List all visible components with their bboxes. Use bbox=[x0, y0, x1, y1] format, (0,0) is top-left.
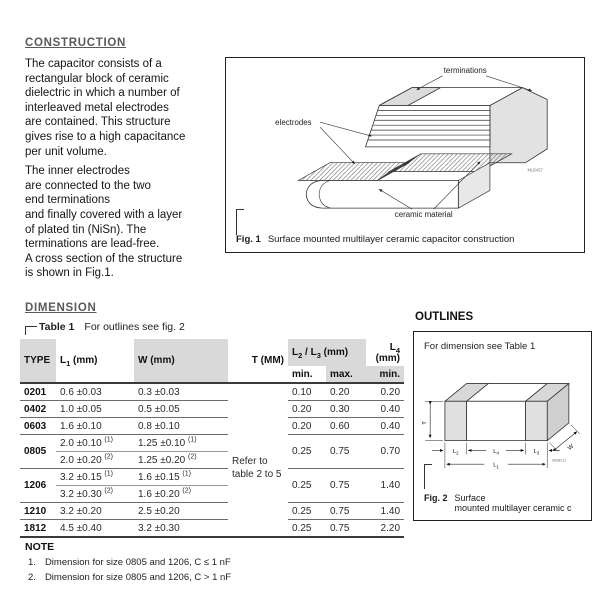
construction-heading: CONSTRUCTION bbox=[25, 37, 127, 49]
col-header-w: W (mm) bbox=[134, 339, 228, 383]
construction-paragraphs bbox=[25, 57, 225, 286]
table-cell: 2.0 ±0.10 $^{(1)}$ bbox=[56, 435, 134, 452]
table-cell: 0.10 bbox=[288, 383, 326, 401]
construction-paragraph-1: The capacitor consists of a rectangular block of ceramic dielectric in which a number of interleaved metal electrodes are contained. This structure gives rise to a high capacitance per unit volume. bbox=[25, 58, 186, 158]
dimension-table-header bbox=[20, 339, 404, 383]
table-cell: 0.6 ±0.03 bbox=[56, 383, 134, 401]
table-cell: 0.20 bbox=[288, 401, 326, 418]
table-cell: 1.0 ±0.05 bbox=[56, 401, 134, 418]
t-extension-lines bbox=[425, 401, 443, 440]
table-cell: 4.5 ±0.40 bbox=[56, 520, 134, 538]
chip-front-body bbox=[467, 401, 526, 440]
fig2-drawing-code: MBB211 bbox=[552, 458, 567, 463]
body-front-face bbox=[306, 180, 458, 208]
fig1-caption-bracket bbox=[236, 209, 244, 235]
table-cell: 3.2 ±0.20 bbox=[56, 503, 134, 520]
note-item-1-text: Dimension for size 0805 and 1206, C ≤ 1 nF bbox=[44, 557, 231, 568]
note-item-1-number: 1. bbox=[28, 557, 36, 568]
fig1-caption bbox=[236, 234, 514, 245]
table-cell: 2.20 bbox=[366, 520, 404, 538]
electrodes-label: electrodes bbox=[275, 118, 312, 128]
dimension-heading: DIMENSION bbox=[25, 302, 97, 314]
table-cell: 1.40 bbox=[366, 469, 404, 503]
figure2-frame bbox=[413, 331, 592, 521]
table-cell bbox=[228, 503, 288, 520]
note-item-2-text: Dimension for size 0805 and 1206, C > 1 nF bbox=[44, 572, 232, 583]
table-cell: 0.75 bbox=[326, 469, 366, 503]
w-dimension-arrow bbox=[556, 432, 577, 452]
col-subheader-min: min. bbox=[288, 366, 326, 383]
electrode-stack-face bbox=[365, 105, 489, 146]
w-dim-label: W bbox=[567, 443, 576, 452]
fig2-caption-text: Surface mounted multilayer ceramic c bbox=[454, 493, 572, 513]
table-cell bbox=[228, 401, 288, 418]
col-header-l2-l3: $L_2 / L_3$ (mm) bbox=[288, 339, 366, 366]
col-header-type: TYPE bbox=[20, 339, 56, 383]
table-cell: 1206 bbox=[20, 469, 56, 503]
electrodes-arrow-1 bbox=[320, 122, 371, 136]
table-row bbox=[20, 435, 404, 452]
fig1-drawing-code: MLB457 bbox=[527, 167, 543, 173]
table-cell: 0.25 bbox=[288, 503, 326, 520]
table-cell: 1.25 ±0.10 $^{(1)}$ bbox=[134, 435, 228, 452]
ceramic-material-label: ceramic material bbox=[394, 210, 453, 220]
fig1-caption-text: Surface mounted multilayer ceramic capacitor construction bbox=[267, 234, 515, 245]
table-row bbox=[20, 503, 404, 520]
electrodes-arrow-2 bbox=[320, 127, 355, 164]
table-cell: 0.75 bbox=[326, 520, 366, 538]
l3-dim-label: $L_3$ bbox=[533, 448, 540, 456]
table-cell: 0.3 ±0.03 bbox=[134, 383, 228, 401]
table-cell: 0.20 bbox=[326, 383, 366, 401]
table-cell: 0603 bbox=[20, 418, 56, 435]
table-cell: 0201 bbox=[20, 383, 56, 401]
table-cell: 1.6 ±0.10 bbox=[56, 418, 134, 435]
terminations-label: terminations bbox=[443, 65, 487, 75]
dimension-table bbox=[20, 339, 404, 538]
table-cell: 0.75 bbox=[326, 503, 366, 520]
fig2-note: For dimension see Table 1 bbox=[424, 341, 536, 352]
table1-label: Table 1 bbox=[39, 321, 75, 333]
table-cell: Refer to table 2 to 5 bbox=[232, 456, 282, 480]
chip-front-right-cap bbox=[526, 401, 548, 440]
table-cell: 0.8 ±0.10 bbox=[134, 418, 228, 435]
fig1-caption-label: Fig. 1 bbox=[236, 234, 261, 245]
table-cell: 3.2 ±0.30 bbox=[134, 520, 228, 538]
table-cell: 0.20 bbox=[366, 383, 404, 401]
table-cell: 3.2 ±0.30 $^{(2)}$ bbox=[56, 486, 134, 503]
lower-cut-surface bbox=[298, 163, 409, 181]
fig2-outline-diagram bbox=[417, 358, 583, 478]
figure1-frame bbox=[225, 57, 585, 253]
table1-note: For outlines see fig. 2 bbox=[84, 321, 185, 333]
col-header-l4: $L_4$ (mm) bbox=[375, 341, 401, 364]
dimension-table-body bbox=[20, 383, 404, 537]
t-dim-label: T bbox=[422, 421, 429, 425]
table1-label-row bbox=[25, 321, 185, 335]
table-cell: 0.20 bbox=[288, 418, 326, 435]
col-header-l1: $L_1$ (mm) bbox=[56, 339, 134, 383]
l2-dim-label: $L_2$ bbox=[452, 448, 459, 456]
table-cell: 0.25 bbox=[288, 435, 326, 469]
table-cell: 2.0 ±0.20 $^{(2)}$ bbox=[56, 452, 134, 469]
table-cell: 0805 bbox=[20, 435, 56, 469]
table-cell: 0.5 ±0.05 bbox=[134, 401, 228, 418]
table-row bbox=[20, 383, 404, 401]
construction-paragraph-2: The inner electrodes are connected to the two end terminations and finally covered with a layer of plated tin (NiSn). The terminations are lead-free. A cross section of the structure is shown in Fig.1. bbox=[25, 165, 183, 280]
table-cell: 1.6 ±0.20 $^{(2)}$ bbox=[134, 486, 228, 503]
table-cell: 2.5 ±0.20 bbox=[134, 503, 228, 520]
fig1-capacitor-construction-diagram bbox=[229, 60, 579, 220]
fig2-caption-label: Fig. 2 bbox=[424, 493, 448, 503]
table-cell bbox=[228, 418, 288, 435]
chip-front-left-cap bbox=[445, 401, 467, 440]
fig2-caption-bracket bbox=[424, 464, 432, 489]
table-cell: 0.40 bbox=[366, 418, 404, 435]
note-item-2-number: 2. bbox=[28, 572, 36, 583]
table-cell: 0402 bbox=[20, 401, 56, 418]
l4-dim-label: $L_4$ bbox=[493, 448, 499, 456]
table-cell: 1.40 bbox=[366, 503, 404, 520]
table-cell: 1210 bbox=[20, 503, 56, 520]
table-cell: 1.6 ±0.15 $^{(1)}$ bbox=[134, 469, 228, 486]
fig2-caption bbox=[424, 493, 572, 513]
table-row bbox=[20, 418, 404, 435]
table-cell: 0.30 bbox=[326, 401, 366, 418]
table-cell: 0.75 bbox=[326, 435, 366, 469]
col-subheader-max: max. bbox=[326, 366, 366, 383]
l1-dim-label: $L_1$ bbox=[493, 462, 499, 470]
note-heading: NOTE bbox=[25, 541, 55, 553]
table-cell: 0.70 bbox=[366, 435, 404, 469]
outlines-heading: OUTLINES bbox=[415, 311, 474, 323]
table-cell: 3.2 ±0.15 $^{(1)}$ bbox=[56, 469, 134, 486]
table-cell bbox=[228, 383, 288, 401]
note-section bbox=[25, 541, 231, 583]
table-cell: 0.25 bbox=[288, 469, 326, 503]
table-cell: 0.60 bbox=[326, 418, 366, 435]
table-cell: 1.25 ±0.20 $^{(2)}$ bbox=[134, 452, 228, 469]
table-cell: 0.40 bbox=[366, 401, 404, 418]
table-row bbox=[20, 520, 404, 538]
table-cell: 0.25 bbox=[288, 520, 326, 538]
table-row bbox=[20, 469, 404, 486]
table-cell bbox=[228, 520, 288, 538]
col-header-t: T (MM) bbox=[228, 339, 288, 383]
note-item-1 bbox=[28, 557, 231, 568]
note-item-2 bbox=[28, 572, 231, 583]
table1-corner-bracket bbox=[25, 326, 37, 335]
table-row bbox=[20, 401, 404, 418]
col-subheader-l4-min: min. bbox=[366, 366, 404, 383]
table-cell: 1812 bbox=[20, 520, 56, 538]
